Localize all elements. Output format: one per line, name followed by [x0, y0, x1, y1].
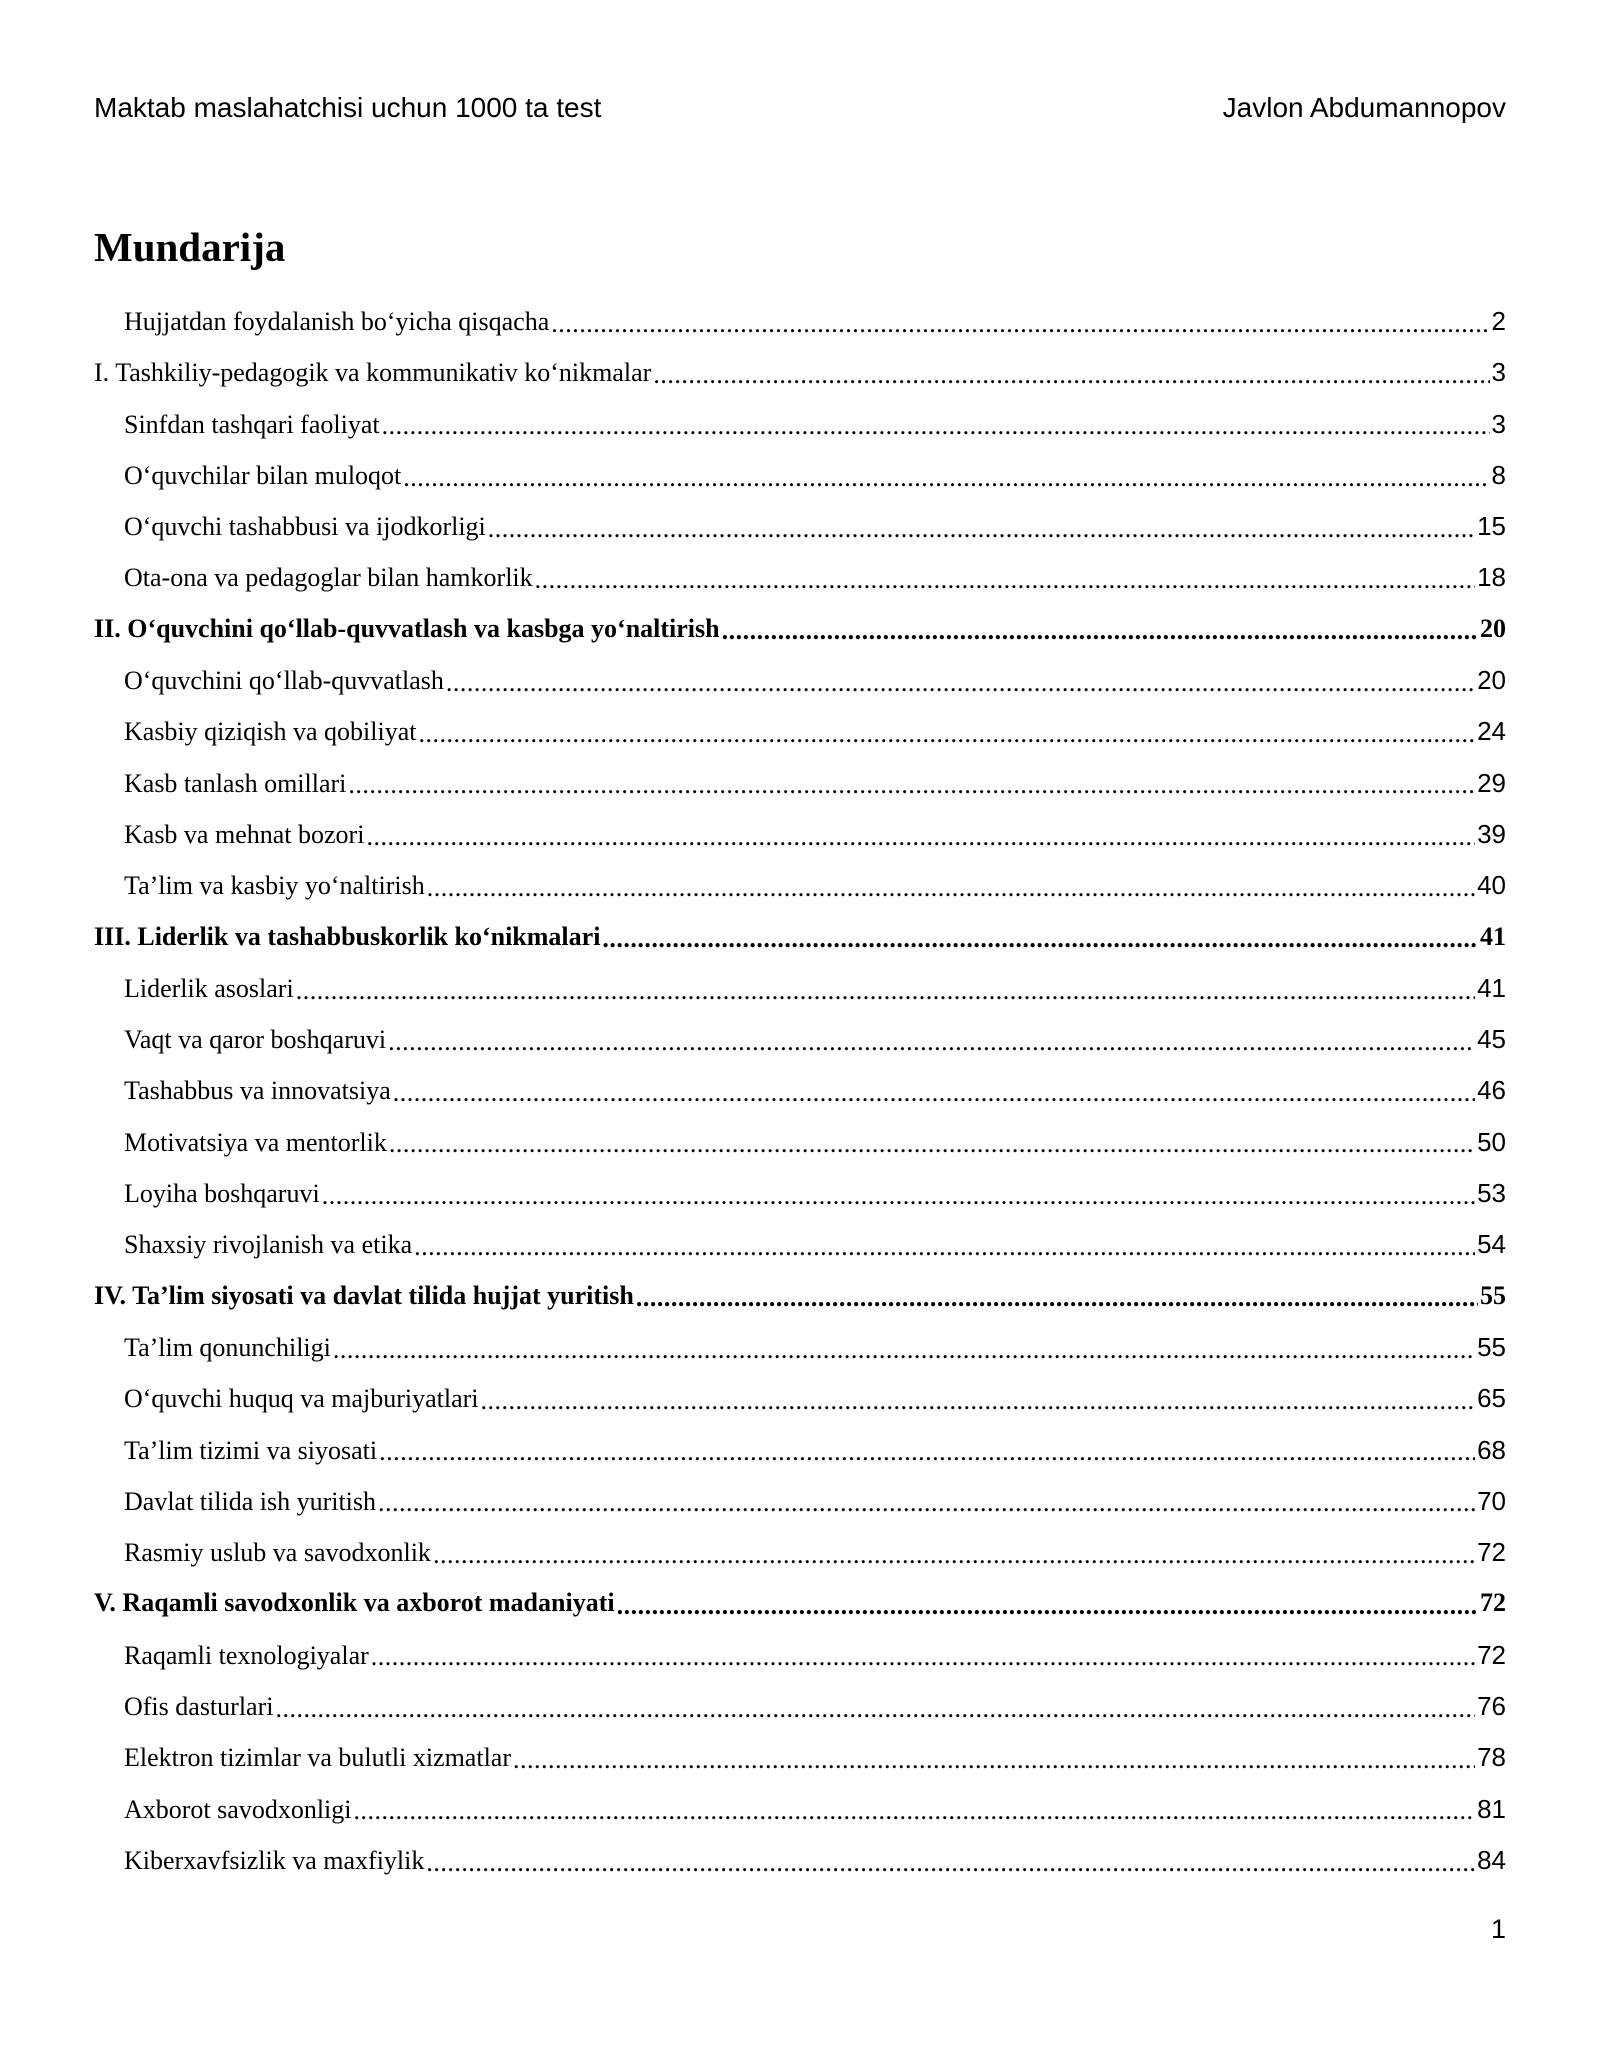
toc-entry[interactable] — [94, 606, 1506, 657]
toc-entry-page: 40 — [1477, 870, 1506, 901]
toc-entry[interactable] — [94, 1734, 1506, 1785]
toc-entry[interactable] — [94, 657, 1506, 708]
toc-entry-label: Davlat tilida ish yuritish — [124, 1486, 377, 1516]
toc-dot-leader — [403, 474, 1489, 494]
toc-entry[interactable] — [94, 914, 1506, 965]
toc-entry-label: Ofis dasturlari — [124, 1692, 274, 1722]
toc-entry[interactable] — [94, 1273, 1506, 1324]
toc-entry[interactable] — [94, 452, 1506, 503]
toc-entry-page: 20 — [1477, 665, 1506, 696]
toc-entry[interactable] — [94, 1632, 1506, 1683]
toc-entry-page: 72 — [1480, 1588, 1506, 1618]
toc-entry[interactable] — [94, 554, 1506, 605]
toc-entry[interactable] — [94, 965, 1506, 1016]
toc-entry[interactable] — [94, 1067, 1506, 1118]
toc-entry-page: 68 — [1477, 1434, 1506, 1465]
page-number: 1 — [1490, 1914, 1506, 1944]
toc-entry[interactable] — [94, 1119, 1506, 1170]
toc-dot-leader — [389, 1140, 1475, 1160]
toc-entry-label: Hujjatdan foydalanish bo‘yicha qisqacha — [124, 307, 550, 336]
toc-entry-label: Kiberxavfsizlik va maxfiylik — [124, 1845, 425, 1875]
toc-entry-page: 2 — [1491, 306, 1506, 336]
toc-entry-label: Kasb tanlash omillari — [124, 768, 347, 798]
toc-entry-label: Ta’lim qonunchiligi — [124, 1332, 331, 1362]
toc-entry-label: III. Liderlik va tashabbuskorlik ko‘nikmalari — [94, 921, 601, 951]
toc-entry-page: 24 — [1477, 716, 1506, 747]
toc-dot-leader — [551, 320, 1489, 340]
toc-entry-label: IV. Ta’lim siyosati va davlat tilida hujjat yuritish — [94, 1280, 634, 1310]
toc-entry-label: Motivatsiya va mentorlik — [124, 1127, 387, 1157]
toc-dot-leader — [513, 1756, 1475, 1776]
toc-entry-label: Tashabbus va innovatsiya — [124, 1076, 391, 1106]
toc-dot-leader — [366, 833, 1475, 853]
toc-entry-label: Liderlik asoslari — [124, 973, 294, 1003]
toc-entry-label: Rasmiy uslub va savodxonlik — [124, 1538, 431, 1568]
toc-dot-leader — [636, 1294, 1478, 1314]
toc-dot-leader — [617, 1602, 1478, 1622]
toc-dot-leader — [354, 1807, 1476, 1827]
header-document-title: Maktab maslahatchisi uchun 1000 ta test — [94, 92, 602, 123]
toc-entry-label: Shaxsiy rivojlanish va etika — [124, 1230, 413, 1260]
toc-dot-leader — [602, 935, 1478, 955]
toc-entry-label: Vaqt va qaror boshqaruvi — [124, 1025, 387, 1055]
toc-entry-page: 55 — [1477, 1331, 1506, 1362]
toc-entry-page: 46 — [1477, 1075, 1506, 1106]
toc-entry-page: 76 — [1477, 1691, 1506, 1722]
toc-entry-page: 70 — [1477, 1485, 1506, 1516]
toc-entry-label: Ta’lim tizimi va siyosati — [124, 1435, 378, 1465]
toc-entry[interactable] — [94, 1221, 1506, 1272]
toc-dot-leader — [348, 781, 1475, 801]
page-header — [94, 92, 1506, 132]
toc-entry[interactable] — [94, 760, 1506, 811]
toc-dot-leader — [322, 1192, 1475, 1212]
toc-entry-label: Kasb va mehnat bozori — [124, 819, 365, 849]
toc-dot-leader — [427, 884, 1475, 904]
toc-entry[interactable] — [94, 1683, 1506, 1734]
toc-entry-label: Ota-ona va pedagoglar bilan hamkorlik — [124, 563, 533, 593]
toc-dot-leader — [382, 422, 1490, 442]
toc-entry-label: Kasbiy qiziqish va qobiliyat — [124, 717, 417, 747]
toc-dot-leader — [481, 1397, 1476, 1417]
toc-dot-leader — [296, 987, 1475, 1007]
toc-entry-label: Loyiha boshqaruvi — [124, 1179, 320, 1209]
toc-dot-leader — [722, 627, 1478, 647]
header-author: Javlon Abdumannopov — [1222, 92, 1506, 123]
toc-entry[interactable] — [94, 708, 1506, 759]
toc-entry-page: 72 — [1477, 1639, 1506, 1670]
toc-entry-page: 55 — [1480, 1280, 1506, 1310]
toc-entry-page: 78 — [1477, 1742, 1506, 1773]
toc-entry[interactable] — [94, 1786, 1506, 1837]
toc-entry-label: Sinfdan tashqari faoliyat — [124, 409, 380, 439]
toc-dot-leader — [379, 1448, 1475, 1468]
toc-entry-label: O‘quvchini qo‘llab-quvvatlash — [124, 666, 444, 696]
toc-entry-page: 81 — [1477, 1793, 1506, 1824]
toc-entry-page: 3 — [1491, 357, 1506, 388]
toc-entry-label: I. Tashkiliy-pedagogik va kommunikativ ko‘nikmalar — [94, 358, 652, 388]
toc-entry[interactable] — [94, 349, 1506, 400]
toc-dot-leader — [653, 371, 1489, 391]
table-of-contents — [94, 298, 1506, 1888]
toc-entry-page: 20 — [1480, 613, 1506, 643]
toc-entry-label: Raqamli texnologiyalar — [124, 1640, 369, 1670]
toc-entry[interactable] — [94, 401, 1506, 452]
toc-entry-page: 53 — [1477, 1178, 1506, 1209]
toc-entry[interactable] — [94, 811, 1506, 862]
toc-entry-page: 41 — [1477, 972, 1506, 1003]
toc-entry-page: 3 — [1491, 408, 1506, 439]
toc-entry-page: 65 — [1477, 1383, 1506, 1414]
toc-entry-label: V. Raqamli savodxonlik va axborot madaniyati — [94, 1588, 615, 1618]
toc-entry-page: 39 — [1477, 818, 1506, 849]
toc-entry-label: O‘quvchi tashabbusi va ijodkorligi — [124, 512, 486, 542]
toc-entry[interactable] — [94, 1478, 1506, 1529]
toc-dot-leader — [433, 1551, 1475, 1571]
toc-entry-page: 54 — [1477, 1229, 1506, 1260]
toc-dot-leader — [446, 679, 1475, 699]
toc-dot-leader — [535, 576, 1475, 596]
toc-entry-page: 18 — [1477, 562, 1506, 593]
toc-dot-leader — [378, 1499, 1475, 1519]
toc-dot-leader — [333, 1346, 1475, 1366]
toc-entry-label: O‘quvchilar bilan muloqot — [124, 460, 402, 490]
toc-entry-page: 29 — [1477, 767, 1506, 798]
page-title: Mundarija — [94, 224, 286, 270]
toc-entry[interactable] — [94, 862, 1506, 913]
toc-dot-leader — [275, 1705, 1475, 1725]
toc-dot-leader — [388, 1038, 1475, 1058]
toc-entry[interactable] — [94, 298, 1506, 349]
toc-entry[interactable] — [94, 503, 1506, 554]
toc-dot-leader — [371, 1653, 1475, 1673]
toc-entry[interactable] — [94, 1170, 1506, 1221]
toc-dot-leader — [426, 1859, 1475, 1879]
toc-entry[interactable] — [94, 1427, 1506, 1478]
toc-entry-page: 72 — [1477, 1537, 1506, 1568]
toc-entry[interactable] — [94, 1375, 1506, 1426]
toc-entry-page: 41 — [1480, 921, 1506, 951]
toc-dot-leader — [414, 1243, 1475, 1263]
toc-entry[interactable] — [94, 1529, 1506, 1580]
toc-dot-leader — [418, 730, 1475, 750]
toc-entry-page: 50 — [1477, 1126, 1506, 1157]
toc-entry[interactable] — [94, 1324, 1506, 1375]
toc-entry[interactable] — [94, 1016, 1506, 1067]
toc-entry-label: O‘quvchi huquq va majburiyatlari — [124, 1384, 479, 1414]
toc-entry-page: 45 — [1477, 1024, 1506, 1055]
toc-dot-leader — [488, 525, 1475, 545]
toc-entry[interactable] — [94, 1580, 1506, 1631]
toc-entry-page: 8 — [1491, 459, 1506, 490]
toc-entry-label: Axborot savodxonligi — [124, 1794, 352, 1824]
toc-entry-label: Elektron tizimlar va bulutli xizmatlar — [124, 1743, 511, 1773]
toc-entry-page: 15 — [1477, 511, 1506, 542]
toc-entry-label: II. O‘quvchini qo‘llab-quvvatlash va kasbga yo‘naltirish — [94, 613, 720, 643]
toc-dot-leader — [393, 1089, 1475, 1109]
toc-entry[interactable] — [94, 1837, 1506, 1888]
toc-entry-page: 84 — [1477, 1844, 1506, 1875]
toc-entry-label: Ta’lim va kasbiy yo‘naltirish — [124, 871, 425, 901]
